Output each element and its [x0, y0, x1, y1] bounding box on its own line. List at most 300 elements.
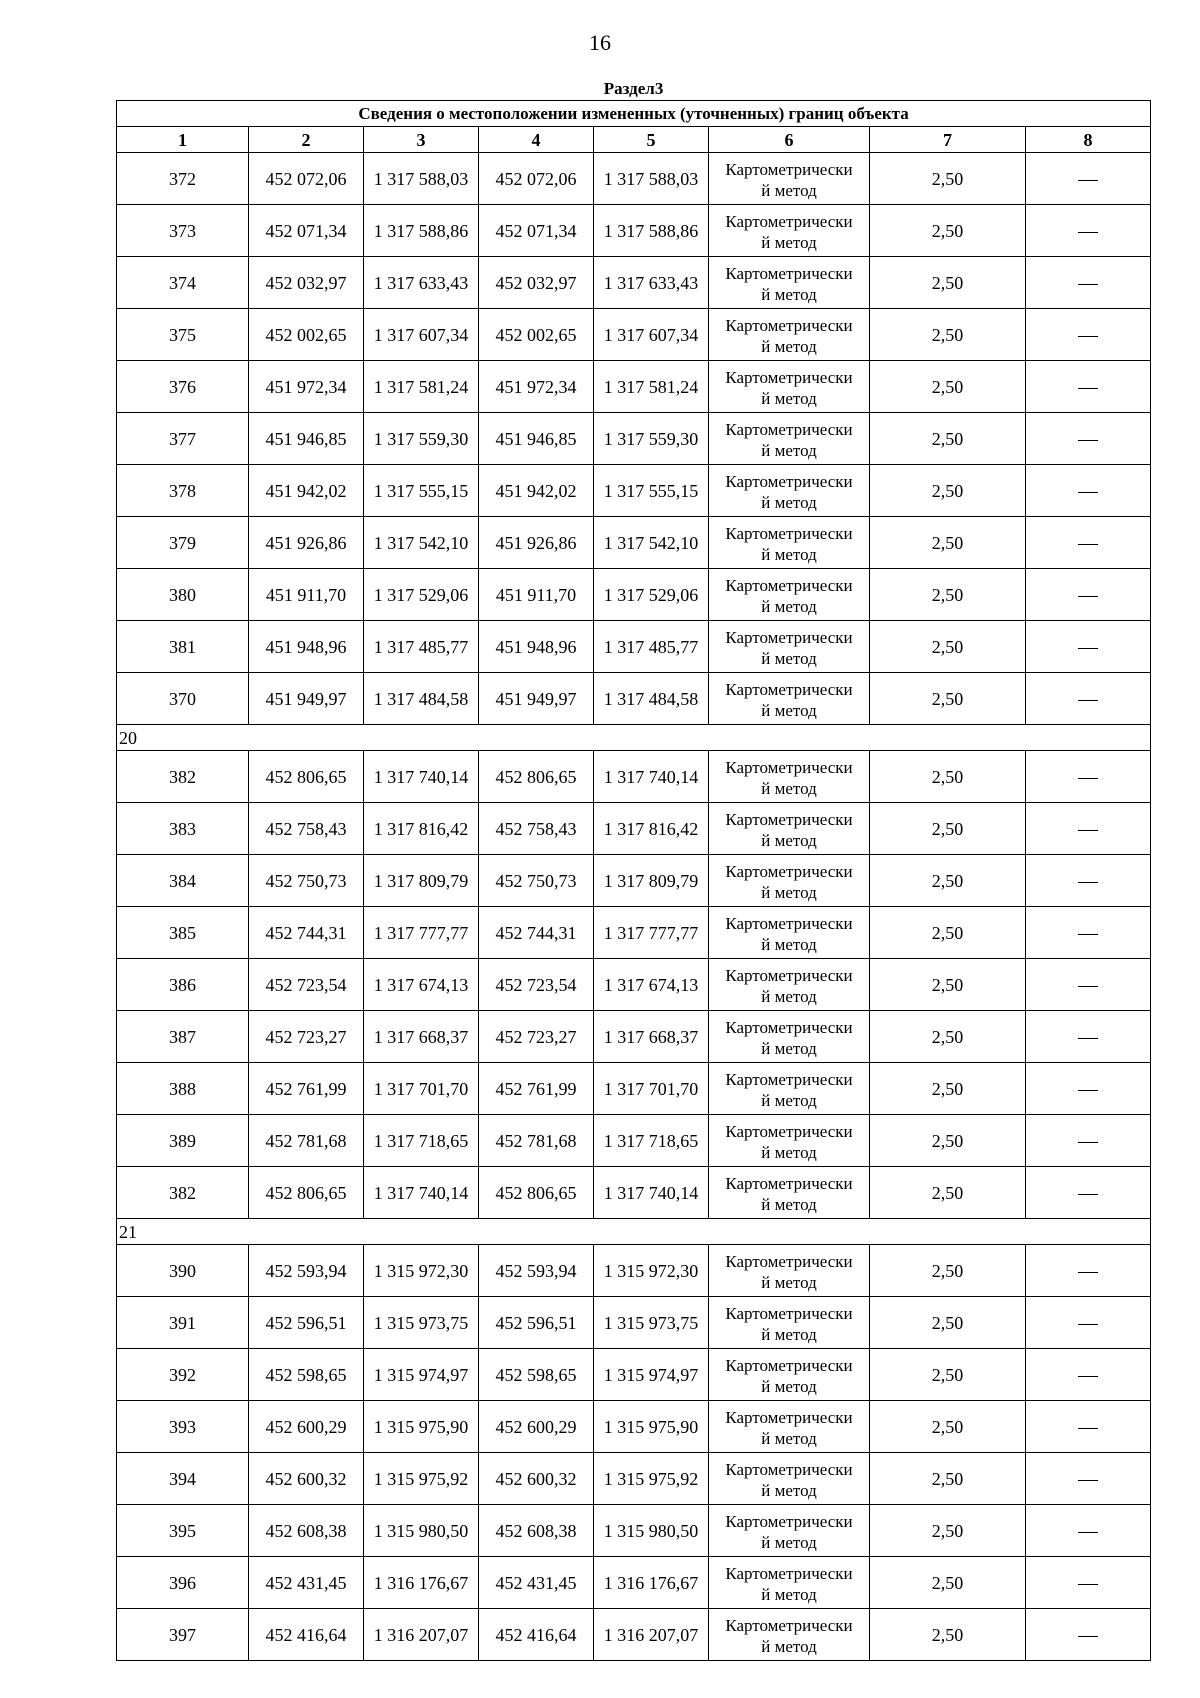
- x-old-cell: 452 416,64: [249, 1609, 364, 1661]
- dash-mark: [1078, 648, 1098, 649]
- x-old-cell: 452 071,34: [249, 205, 364, 257]
- y-old-cell: 1 317 581,24: [364, 361, 479, 413]
- table-row: [117, 855, 1151, 907]
- method-text-line2: й метод: [761, 700, 817, 720]
- method-cell: [709, 517, 870, 569]
- method-text-line1: Картометрически: [725, 1563, 853, 1583]
- x-new-cell: 452 032,97: [479, 257, 594, 309]
- column-header: 3: [364, 127, 479, 153]
- dash-mark: [1078, 1480, 1098, 1481]
- group-row: [117, 725, 1151, 751]
- point-number-cell: 381: [117, 621, 249, 673]
- accuracy-cell: 2,50: [870, 1401, 1026, 1453]
- accuracy-cell: 2,50: [870, 855, 1026, 907]
- method-text-line1: Картометрически: [725, 1407, 853, 1427]
- accuracy-cell: 2,50: [870, 1505, 1026, 1557]
- method-cell: [709, 1115, 870, 1167]
- x-new-cell: 452 002,65: [479, 309, 594, 361]
- method-text-line2: й метод: [761, 388, 817, 408]
- x-old-cell: 452 600,29: [249, 1401, 364, 1453]
- column-header: 2: [249, 127, 364, 153]
- y-old-cell: 1 315 972,30: [364, 1245, 479, 1297]
- x-new-cell: 451 948,96: [479, 621, 594, 673]
- dash-mark: [1078, 1194, 1098, 1195]
- description-cell: [1026, 803, 1151, 855]
- y-old-cell: 1 317 740,14: [364, 1167, 479, 1219]
- y-new-cell: 1 317 588,03: [594, 153, 709, 205]
- group-row: [117, 1219, 1151, 1245]
- x-new-cell: 451 942,02: [479, 465, 594, 517]
- x-old-cell: 452 758,43: [249, 803, 364, 855]
- point-number-cell: 382: [117, 1167, 249, 1219]
- method-cell: [709, 1609, 870, 1661]
- table-row: [117, 257, 1151, 309]
- table-row: [117, 413, 1151, 465]
- x-old-cell: 452 781,68: [249, 1115, 364, 1167]
- y-new-cell: 1 317 777,77: [594, 907, 709, 959]
- point-number-cell: 387: [117, 1011, 249, 1063]
- point-number-cell: 393: [117, 1401, 249, 1453]
- dash-mark: [1078, 1142, 1098, 1143]
- method-text-line1: Картометрически: [725, 1251, 853, 1271]
- y-new-cell: 1 317 484,58: [594, 673, 709, 725]
- description-cell: [1026, 621, 1151, 673]
- method-cell: [709, 673, 870, 725]
- y-old-cell: 1 317 740,14: [364, 751, 479, 803]
- x-new-cell: 452 806,65: [479, 1167, 594, 1219]
- description-cell: [1026, 1063, 1151, 1115]
- dash-mark: [1078, 986, 1098, 987]
- x-old-cell: 451 946,85: [249, 413, 364, 465]
- method-cell: [709, 309, 870, 361]
- method-text-line2: й метод: [761, 1428, 817, 1448]
- x-new-cell: 452 723,54: [479, 959, 594, 1011]
- column-header: 4: [479, 127, 594, 153]
- y-old-cell: 1 317 542,10: [364, 517, 479, 569]
- dash-mark: [1078, 1532, 1098, 1533]
- method-text-line2: й метод: [761, 1142, 817, 1162]
- x-new-cell: 452 596,51: [479, 1297, 594, 1349]
- y-old-cell: 1 317 809,79: [364, 855, 479, 907]
- accuracy-cell: 2,50: [870, 309, 1026, 361]
- method-text-line1: Картометрически: [725, 965, 853, 985]
- dash-mark: [1078, 284, 1098, 285]
- y-new-cell: 1 317 674,13: [594, 959, 709, 1011]
- accuracy-cell: 2,50: [870, 205, 1026, 257]
- accuracy-cell: 2,50: [870, 153, 1026, 205]
- point-number-cell: 395: [117, 1505, 249, 1557]
- table-row: [117, 205, 1151, 257]
- y-new-cell: 1 317 740,14: [594, 751, 709, 803]
- point-number-cell: 379: [117, 517, 249, 569]
- accuracy-cell: 2,50: [870, 1453, 1026, 1505]
- y-new-cell: 1 317 701,70: [594, 1063, 709, 1115]
- x-old-cell: 452 032,97: [249, 257, 364, 309]
- y-old-cell: 1 316 176,67: [364, 1557, 479, 1609]
- x-new-cell: 452 744,31: [479, 907, 594, 959]
- dash-mark: [1078, 1272, 1098, 1273]
- dash-mark: [1078, 1636, 1098, 1637]
- x-new-cell: 452 781,68: [479, 1115, 594, 1167]
- x-old-cell: 451 911,70: [249, 569, 364, 621]
- y-new-cell: 1 315 972,30: [594, 1245, 709, 1297]
- method-cell: [709, 959, 870, 1011]
- accuracy-cell: 2,50: [870, 517, 1026, 569]
- y-old-cell: 1 317 718,65: [364, 1115, 479, 1167]
- method-text-line1: Картометрически: [725, 679, 853, 699]
- table-row: [117, 1609, 1151, 1661]
- method-cell: [709, 413, 870, 465]
- description-cell: [1026, 1167, 1151, 1219]
- method-text-line1: Картометрически: [725, 211, 853, 231]
- method-cell: [709, 1453, 870, 1505]
- dash-mark: [1078, 336, 1098, 337]
- dash-mark: [1078, 1428, 1098, 1429]
- method-text-line2: й метод: [761, 830, 817, 850]
- method-text-line1: Картометрически: [725, 1303, 853, 1323]
- y-new-cell: 1 317 588,86: [594, 205, 709, 257]
- point-number-cell: 386: [117, 959, 249, 1011]
- method-text-line2: й метод: [761, 544, 817, 564]
- table-row: [117, 309, 1151, 361]
- method-text-line1: Картометрически: [725, 523, 853, 543]
- group-label: 21: [117, 1219, 1151, 1245]
- x-old-cell: 452 806,65: [249, 751, 364, 803]
- x-old-cell: 452 723,54: [249, 959, 364, 1011]
- table-row: [117, 907, 1151, 959]
- description-cell: [1026, 1011, 1151, 1063]
- method-cell: [709, 907, 870, 959]
- accuracy-cell: 2,50: [870, 413, 1026, 465]
- description-cell: [1026, 1557, 1151, 1609]
- y-old-cell: 1 317 674,13: [364, 959, 479, 1011]
- method-cell: [709, 855, 870, 907]
- method-text-line1: Картометрически: [725, 913, 853, 933]
- dash-mark: [1078, 830, 1098, 831]
- x-old-cell: 452 600,32: [249, 1453, 364, 1505]
- dash-mark: [1078, 180, 1098, 181]
- accuracy-cell: 2,50: [870, 959, 1026, 1011]
- x-old-cell: 452 744,31: [249, 907, 364, 959]
- y-new-cell: 1 317 529,06: [594, 569, 709, 621]
- y-old-cell: 1 317 607,34: [364, 309, 479, 361]
- x-new-cell: 452 723,27: [479, 1011, 594, 1063]
- method-cell: [709, 1297, 870, 1349]
- method-text-line2: й метод: [761, 934, 817, 954]
- x-old-cell: 452 761,99: [249, 1063, 364, 1115]
- point-number-cell: 394: [117, 1453, 249, 1505]
- y-old-cell: 1 317 633,43: [364, 257, 479, 309]
- method-text-line1: Картометрически: [725, 1069, 853, 1089]
- x-old-cell: 451 948,96: [249, 621, 364, 673]
- y-new-cell: 1 316 207,07: [594, 1609, 709, 1661]
- y-old-cell: 1 317 777,77: [364, 907, 479, 959]
- table-row: [117, 1297, 1151, 1349]
- x-new-cell: 452 761,99: [479, 1063, 594, 1115]
- description-cell: [1026, 855, 1151, 907]
- x-new-cell: 451 926,86: [479, 517, 594, 569]
- method-cell: [709, 569, 870, 621]
- x-old-cell: 452 723,27: [249, 1011, 364, 1063]
- method-text-line2: й метод: [761, 882, 817, 902]
- table-row: [117, 1063, 1151, 1115]
- method-cell: [709, 621, 870, 673]
- point-number-cell: 373: [117, 205, 249, 257]
- y-old-cell: 1 315 974,97: [364, 1349, 479, 1401]
- x-new-cell: 451 911,70: [479, 569, 594, 621]
- point-number-cell: 391: [117, 1297, 249, 1349]
- y-new-cell: 1 316 176,67: [594, 1557, 709, 1609]
- point-number-cell: 376: [117, 361, 249, 413]
- column-header: 5: [594, 127, 709, 153]
- page-number: 16: [589, 30, 611, 55]
- table-caption: Сведения о местоположении измененных (уточненных) границ объекта: [117, 101, 1151, 127]
- dash-mark: [1078, 492, 1098, 493]
- point-number-cell: 382: [117, 751, 249, 803]
- column-header: 6: [709, 127, 870, 153]
- accuracy-cell: 2,50: [870, 1297, 1026, 1349]
- method-text-line2: й метод: [761, 1038, 817, 1058]
- point-number-cell: 380: [117, 569, 249, 621]
- method-text-line1: Картометрически: [725, 1355, 853, 1375]
- dash-mark: [1078, 1090, 1098, 1091]
- table-row: [117, 621, 1151, 673]
- x-old-cell: 452 431,45: [249, 1557, 364, 1609]
- x-old-cell: 452 598,65: [249, 1349, 364, 1401]
- method-text-line2: й метод: [761, 492, 817, 512]
- description-cell: [1026, 1453, 1151, 1505]
- method-cell: [709, 1505, 870, 1557]
- dash-mark: [1078, 1038, 1098, 1039]
- method-text-line2: й метод: [761, 596, 817, 616]
- y-old-cell: 1 317 484,58: [364, 673, 479, 725]
- method-text-line1: Картометрически: [725, 1017, 853, 1037]
- section-title: Раздел3: [603, 79, 664, 98]
- description-cell: [1026, 1401, 1151, 1453]
- method-text-line2: й метод: [761, 1194, 817, 1214]
- x-old-cell: 452 806,65: [249, 1167, 364, 1219]
- method-text-line2: й метод: [761, 1584, 817, 1604]
- method-text-line1: Картометрически: [725, 367, 853, 387]
- dash-mark: [1078, 388, 1098, 389]
- x-new-cell: 452 416,64: [479, 1609, 594, 1661]
- x-new-cell: 452 608,38: [479, 1505, 594, 1557]
- dash-mark: [1078, 596, 1098, 597]
- accuracy-cell: 2,50: [870, 465, 1026, 517]
- y-new-cell: 1 317 485,77: [594, 621, 709, 673]
- description-cell: [1026, 205, 1151, 257]
- x-old-cell: 452 596,51: [249, 1297, 364, 1349]
- accuracy-cell: 2,50: [870, 1349, 1026, 1401]
- dash-mark: [1078, 700, 1098, 701]
- y-old-cell: 1 315 980,50: [364, 1505, 479, 1557]
- table-row: [117, 959, 1151, 1011]
- description-cell: [1026, 1115, 1151, 1167]
- method-cell: [709, 361, 870, 413]
- accuracy-cell: 2,50: [870, 1167, 1026, 1219]
- table-row: [117, 803, 1151, 855]
- y-new-cell: 1 317 816,42: [594, 803, 709, 855]
- table-row: [117, 1453, 1151, 1505]
- method-text-line2: й метод: [761, 284, 817, 304]
- x-new-cell: 451 946,85: [479, 413, 594, 465]
- dash-mark: [1078, 778, 1098, 779]
- point-number-cell: 385: [117, 907, 249, 959]
- x-new-cell: 452 600,29: [479, 1401, 594, 1453]
- point-number-cell: 392: [117, 1349, 249, 1401]
- x-old-cell: 451 926,86: [249, 517, 364, 569]
- description-cell: [1026, 413, 1151, 465]
- method-text-line1: Картометрически: [725, 419, 853, 439]
- method-text-line2: й метод: [761, 1272, 817, 1292]
- y-old-cell: 1 317 555,15: [364, 465, 479, 517]
- point-number-cell: 378: [117, 465, 249, 517]
- y-new-cell: 1 317 607,34: [594, 309, 709, 361]
- x-new-cell: 452 750,73: [479, 855, 594, 907]
- y-new-cell: 1 317 668,37: [594, 1011, 709, 1063]
- method-cell: [709, 257, 870, 309]
- accuracy-cell: 2,50: [870, 569, 1026, 621]
- method-text-line2: й метод: [761, 336, 817, 356]
- table-row: [117, 1401, 1151, 1453]
- table-row: [117, 1349, 1151, 1401]
- accuracy-cell: 2,50: [870, 257, 1026, 309]
- y-old-cell: 1 315 973,75: [364, 1297, 479, 1349]
- accuracy-cell: 2,50: [870, 1609, 1026, 1661]
- x-new-cell: 452 072,06: [479, 153, 594, 205]
- group-label: 20: [117, 725, 1151, 751]
- method-text-line2: й метод: [761, 1324, 817, 1344]
- dash-mark: [1078, 934, 1098, 935]
- method-cell: [709, 1349, 870, 1401]
- method-text-line1: Картометрически: [725, 263, 853, 283]
- table-row: [117, 673, 1151, 725]
- accuracy-cell: 2,50: [870, 803, 1026, 855]
- x-new-cell: 452 806,65: [479, 751, 594, 803]
- method-text-line1: Картометрически: [725, 1173, 853, 1193]
- description-cell: [1026, 1505, 1151, 1557]
- accuracy-cell: 2,50: [870, 1557, 1026, 1609]
- x-new-cell: 451 972,34: [479, 361, 594, 413]
- dash-mark: [1078, 440, 1098, 441]
- y-old-cell: 1 317 529,06: [364, 569, 479, 621]
- x-old-cell: 452 608,38: [249, 1505, 364, 1557]
- method-text-line1: Картометрически: [725, 1615, 853, 1635]
- x-new-cell: 452 593,94: [479, 1245, 594, 1297]
- method-text-line2: й метод: [761, 440, 817, 460]
- method-cell: [709, 1245, 870, 1297]
- y-old-cell: 1 315 975,92: [364, 1453, 479, 1505]
- description-cell: [1026, 153, 1151, 205]
- description-cell: [1026, 257, 1151, 309]
- method-text-line1: Картометрически: [725, 159, 853, 179]
- method-text-line2: й метод: [761, 1636, 817, 1656]
- description-cell: [1026, 673, 1151, 725]
- method-cell: [709, 1557, 870, 1609]
- boundary-coordinates-table: [116, 78, 1151, 1661]
- method-cell: [709, 205, 870, 257]
- accuracy-cell: 2,50: [870, 621, 1026, 673]
- x-new-cell: 452 071,34: [479, 205, 594, 257]
- y-old-cell: 1 317 588,86: [364, 205, 479, 257]
- method-text-line1: Картометрически: [725, 627, 853, 647]
- description-cell: [1026, 1609, 1151, 1661]
- description-cell: [1026, 751, 1151, 803]
- point-number-cell: 396: [117, 1557, 249, 1609]
- method-text-line1: Картометрически: [725, 471, 853, 491]
- column-header: 1: [117, 127, 249, 153]
- x-new-cell: 451 949,97: [479, 673, 594, 725]
- x-new-cell: 452 431,45: [479, 1557, 594, 1609]
- accuracy-cell: 2,50: [870, 361, 1026, 413]
- point-number-cell: 389: [117, 1115, 249, 1167]
- method-text-line2: й метод: [761, 1532, 817, 1552]
- dash-mark: [1078, 882, 1098, 883]
- x-new-cell: 452 758,43: [479, 803, 594, 855]
- table-row: [117, 1167, 1151, 1219]
- method-text-line1: Картометрически: [725, 1511, 853, 1531]
- y-new-cell: 1 317 740,14: [594, 1167, 709, 1219]
- x-old-cell: 452 593,94: [249, 1245, 364, 1297]
- point-number-cell: 397: [117, 1609, 249, 1661]
- description-cell: [1026, 1349, 1151, 1401]
- method-text-line2: й метод: [761, 1480, 817, 1500]
- description-cell: [1026, 1245, 1151, 1297]
- point-number-cell: 390: [117, 1245, 249, 1297]
- dash-mark: [1078, 232, 1098, 233]
- point-number-cell: 375: [117, 309, 249, 361]
- method-cell: [709, 1063, 870, 1115]
- table-row: [117, 1557, 1151, 1609]
- point-number-cell: 372: [117, 153, 249, 205]
- description-cell: [1026, 907, 1151, 959]
- method-text-line2: й метод: [761, 986, 817, 1006]
- y-old-cell: 1 317 559,30: [364, 413, 479, 465]
- method-text-line2: й метод: [761, 1090, 817, 1110]
- method-text-line1: Картометрически: [725, 1121, 853, 1141]
- method-cell: [709, 1401, 870, 1453]
- y-new-cell: 1 317 718,65: [594, 1115, 709, 1167]
- x-old-cell: 451 942,02: [249, 465, 364, 517]
- column-header: 8: [1026, 127, 1151, 153]
- y-new-cell: 1 315 975,92: [594, 1453, 709, 1505]
- x-old-cell: 451 972,34: [249, 361, 364, 413]
- accuracy-cell: 2,50: [870, 751, 1026, 803]
- point-number-cell: 377: [117, 413, 249, 465]
- method-cell: [709, 1167, 870, 1219]
- method-text-line1: Картометрически: [725, 1459, 853, 1479]
- method-text-line2: й метод: [761, 1376, 817, 1396]
- accuracy-cell: 2,50: [870, 1245, 1026, 1297]
- method-text-line2: й метод: [761, 180, 817, 200]
- y-new-cell: 1 317 559,30: [594, 413, 709, 465]
- y-new-cell: 1 315 973,75: [594, 1297, 709, 1349]
- x-old-cell: 452 002,65: [249, 309, 364, 361]
- y-old-cell: 1 317 816,42: [364, 803, 479, 855]
- table-row: [117, 517, 1151, 569]
- table-row: [117, 751, 1151, 803]
- description-cell: [1026, 517, 1151, 569]
- point-number-cell: 370: [117, 673, 249, 725]
- y-new-cell: 1 317 542,10: [594, 517, 709, 569]
- table-row: [117, 465, 1151, 517]
- y-new-cell: 1 317 581,24: [594, 361, 709, 413]
- method-text-line2: й метод: [761, 648, 817, 668]
- description-cell: [1026, 465, 1151, 517]
- method-text-line2: й метод: [761, 778, 817, 798]
- accuracy-cell: 2,50: [870, 1011, 1026, 1063]
- table-row: [117, 153, 1151, 205]
